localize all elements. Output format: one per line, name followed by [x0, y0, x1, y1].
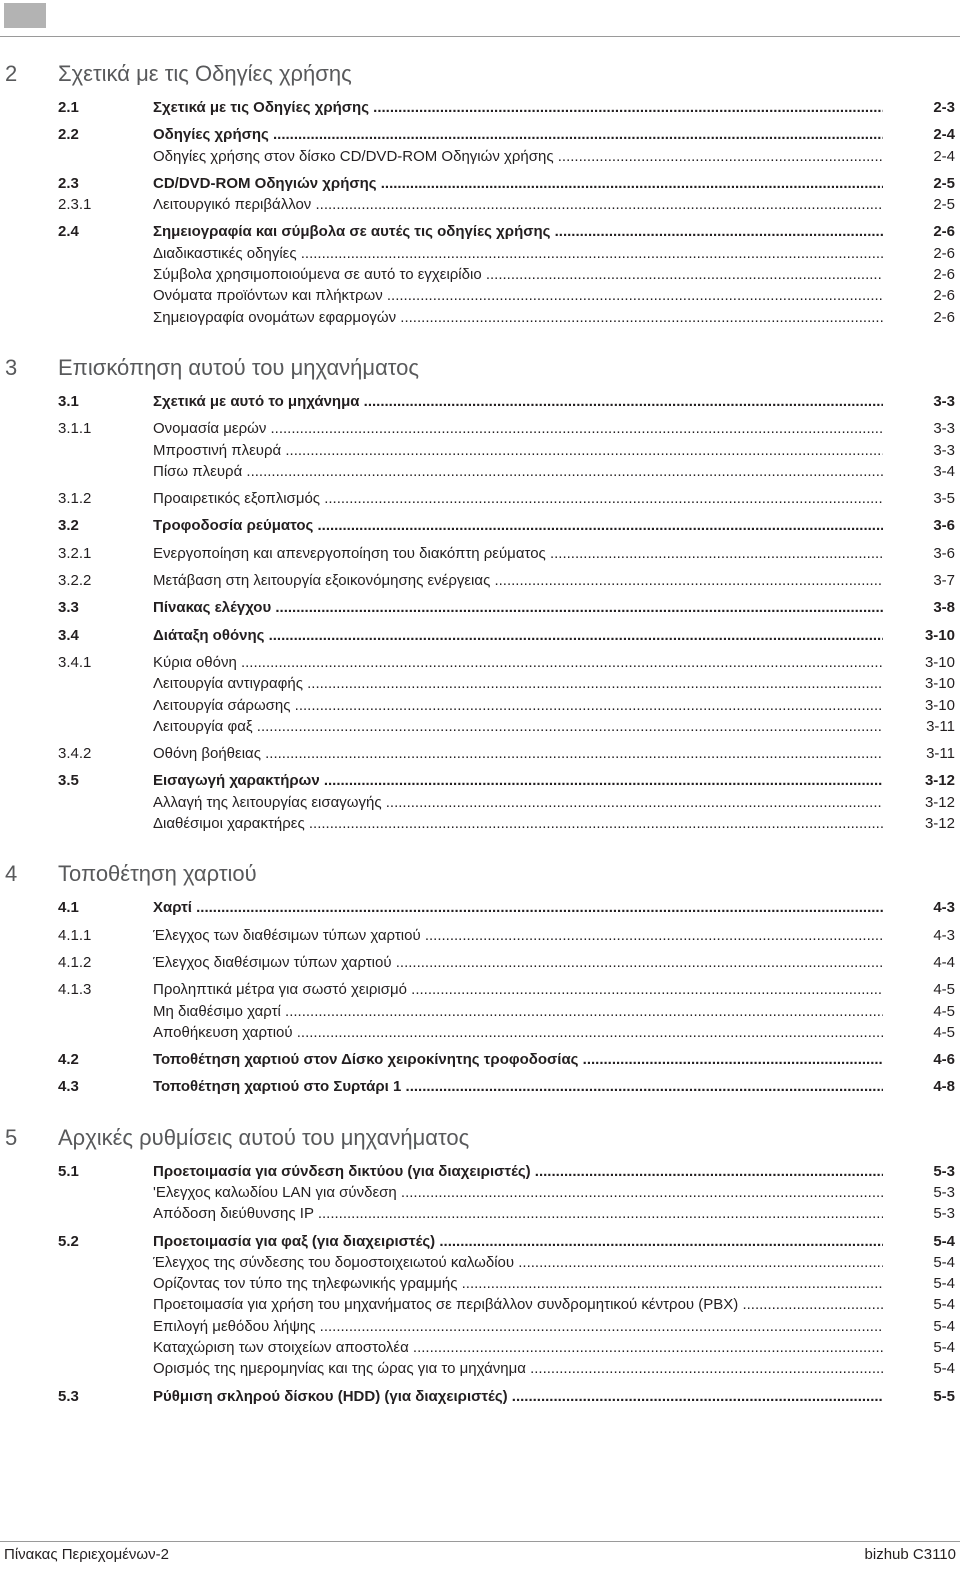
toc-entry-page: 5-3 — [883, 1182, 955, 1203]
toc-entry-label[interactable]: Πίσω πλευρά ..... — [153, 461, 884, 482]
chapter-number: 3 — [5, 354, 18, 380]
toc-group — [0, 124, 960, 167]
toc-group — [0, 1076, 960, 1097]
toc-entry-page: 3-3 — [883, 418, 955, 439]
toc-entry-label[interactable]: Επιλογή μεθόδου λήψης ..... — [153, 1316, 884, 1337]
toc-group — [0, 543, 960, 564]
toc-entry-label[interactable]: Χαρτί ..... — [153, 897, 884, 918]
footer-product-name: bizhub C3110 — [864, 1546, 956, 1563]
toc-entry[interactable] — [0, 461, 960, 482]
toc-entry-page: 4-5 — [883, 1022, 955, 1043]
toc-entry[interactable] — [0, 146, 960, 167]
toc-entry-label[interactable]: Οδηγίες χρήσης στον δίσκο CD/DVD-ROM Οδηγιών χρήσης ..... — [153, 146, 884, 167]
toc-entry-label[interactable]: Πίνακας ελέγχου ..... — [153, 597, 884, 618]
toc-entry[interactable] — [0, 1022, 960, 1043]
footer-page-label: Πίνακας Περιεχομένων-2 — [4, 1546, 169, 1563]
toc-entry-label[interactable]: Σημειογραφία και σύμβολα σε αυτές τις οδηγίες χρήσης ..... — [153, 221, 884, 242]
chapter-number: 4 — [5, 861, 18, 887]
toc-entry-number: 4.1.1 — [58, 926, 92, 944]
toc-group — [0, 1386, 960, 1407]
toc-entry-number: 5.1 — [58, 1162, 79, 1180]
chapter-heading — [0, 858, 960, 892]
toc-entry-number: 3.3 — [58, 599, 79, 617]
toc-entry[interactable] — [0, 97, 960, 118]
toc-entry-label[interactable]: Λειτουργία αντιγραφής ..... — [153, 673, 884, 694]
toc-entry-label[interactable]: Προετοιμασία για φαξ (για διαχειριστές) ..... — [153, 1231, 884, 1252]
header-tab — [4, 3, 46, 28]
chapter-title[interactable]: Σχετικά με τις Οδηγίες χρήσης — [58, 61, 352, 86]
toc-entry[interactable] — [0, 221, 960, 242]
toc-entry-page: 3-10 — [883, 625, 955, 646]
toc-entry-page: 3-7 — [883, 570, 955, 591]
toc-entry-label[interactable]: Τοποθέτηση χαρτιού στο Συρτάρι 1 ..... — [153, 1076, 884, 1097]
toc-entry-label[interactable]: CD/DVD-ROM Οδηγιών χρήσης ..... — [153, 173, 884, 194]
toc-group — [0, 979, 960, 1043]
toc-entry-number: 2.3.1 — [58, 196, 92, 214]
chapter-heading — [0, 58, 960, 92]
toc-entry-page: 3-4 — [883, 461, 955, 482]
toc-entry-label[interactable]: Ονομασία μερών ..... — [153, 418, 884, 439]
toc-group — [0, 770, 960, 834]
toc-entry-page: 2-5 — [883, 194, 955, 215]
footer-rule — [0, 1541, 960, 1542]
toc-entry[interactable] — [0, 813, 960, 834]
toc-entry[interactable] — [0, 652, 960, 673]
toc-entry-label[interactable]: Σημειογραφία ονομάτων εφαρμογών ..... — [153, 307, 884, 328]
toc-entry[interactable] — [0, 1252, 960, 1273]
toc-group — [0, 97, 960, 118]
toc-entry-page: 2-6 — [883, 264, 955, 285]
toc-entry-page: 5-4 — [883, 1294, 955, 1315]
toc-entry-page: 2-5 — [883, 173, 955, 194]
toc-entry-label[interactable]: Αποθήκευση χαρτιού ..... — [153, 1022, 884, 1043]
toc-entry-number: 3.4.2 — [58, 745, 92, 763]
toc-entry-label[interactable]: Ρύθμιση σκληρού δίσκου (HDD) (για διαχειριστές) ..... — [153, 1386, 884, 1407]
toc-entry-page: 2-3 — [883, 97, 955, 118]
toc-group — [0, 743, 960, 764]
toc-entry-label[interactable]: Απόδοση διεύθυνσης IP ..... — [153, 1203, 884, 1224]
toc-group — [0, 897, 960, 918]
toc-entry[interactable] — [0, 307, 960, 328]
toc-group — [0, 652, 960, 737]
toc-entry-label[interactable]: Λειτουργία φαξ ..... — [153, 716, 884, 737]
toc-entry[interactable] — [0, 543, 960, 564]
toc-entry-page: 3-11 — [883, 716, 955, 737]
toc-entry-label[interactable]: Προετοιμασία για χρήση του μηχανήματος σε περιβάλλον συνδρομητικού κέντρου (PBX) ..... — [153, 1294, 884, 1315]
toc-entry-label[interactable]: Μη διαθέσιμο χαρτί ..... — [153, 1001, 884, 1022]
header-rule — [0, 36, 960, 37]
toc-entry[interactable] — [0, 1076, 960, 1097]
toc-entry[interactable] — [0, 440, 960, 461]
toc-entry-page: 5-4 — [883, 1252, 955, 1273]
toc-entry[interactable] — [0, 897, 960, 918]
toc-entry-number: 5.2 — [58, 1232, 79, 1250]
table-of-contents — [0, 58, 960, 1431]
toc-group — [0, 391, 960, 412]
toc-entry-page: 5-4 — [883, 1273, 955, 1294]
toc-entry-label[interactable]: Έλεγχος της σύνδεσης του δομοστοιχειωτού καλωδίου ..... — [153, 1252, 884, 1273]
toc-entry-page: 3-12 — [883, 770, 955, 791]
toc-entry[interactable] — [0, 1161, 960, 1182]
toc-group — [0, 625, 960, 646]
toc-entry-page: 3-3 — [883, 440, 955, 461]
toc-entry-page: 2-6 — [883, 243, 955, 264]
toc-entry[interactable] — [0, 391, 960, 412]
toc-entry-number: 5.3 — [58, 1387, 79, 1405]
toc-entry-page: 3-10 — [883, 673, 955, 694]
toc-entry-label[interactable]: Ορίζοντας τον τύπο της τηλεφωνικής γραμμής ..... — [153, 1273, 884, 1294]
toc-entry-page: 2-4 — [883, 124, 955, 145]
toc-entry-number: 4.1.2 — [58, 953, 92, 971]
toc-entry-label[interactable]: Σύμβολα χρησιμοποιούμενα σε αυτό το εγχειρίδιο ..... — [153, 264, 884, 285]
toc-entry-label[interactable]: Σχετικά με αυτό το μηχάνημα ..... — [153, 391, 884, 412]
toc-entry-page: 3-11 — [883, 743, 955, 764]
toc-group — [0, 173, 960, 216]
toc-entry-label[interactable]: Προληπτικά μέτρα για σωστό χειρισμό ..... — [153, 979, 884, 1000]
toc-entry[interactable] — [0, 597, 960, 618]
toc-entry-number: 3.2.1 — [58, 544, 92, 562]
toc-entry-page: 2-6 — [883, 285, 955, 306]
chapter-heading — [0, 1122, 960, 1156]
chapter-title[interactable]: Αρχικές ρυθμίσεις αυτού του μηχανήματος — [58, 1124, 470, 1150]
toc-entry-label[interactable]: Λειτουργικό περιβάλλον ..... — [153, 194, 884, 215]
toc-entry-number: 3.2 — [58, 517, 79, 535]
toc-entry-number: 3.1 — [58, 392, 79, 410]
toc-entry-label[interactable]: Έλεγχος των διαθέσιμων τύπων χαρτιού ..... — [153, 925, 884, 946]
toc-entry-page: 4-5 — [883, 1001, 955, 1022]
toc-entry-number: 3.4.1 — [58, 653, 92, 671]
toc-entry[interactable] — [0, 173, 960, 194]
toc-entry[interactable] — [0, 1273, 960, 1294]
toc-entry[interactable] — [0, 673, 960, 694]
toc-entry[interactable] — [0, 925, 960, 946]
toc-entry-label[interactable]: Λειτουργία σάρωσης ..... — [153, 695, 884, 716]
toc-entry[interactable] — [0, 1386, 960, 1407]
toc-entry[interactable] — [0, 1182, 960, 1203]
toc-entry-label[interactable]: Καταχώριση των στοιχείων αποστολέα ..... — [153, 1337, 884, 1358]
toc-entry-number: 3.1.2 — [58, 490, 92, 508]
toc-entry-label[interactable]: Μπροστινή πλευρά ..... — [153, 440, 884, 461]
toc-entry-page: 5-4 — [883, 1337, 955, 1358]
toc-entry-page: 2-6 — [883, 307, 955, 328]
toc-group — [0, 925, 960, 946]
toc-entry-page: 3-8 — [883, 597, 955, 618]
toc-entry-number: 4.1 — [58, 899, 79, 917]
toc-entry-page: 3-12 — [883, 792, 955, 813]
toc-entry[interactable] — [0, 515, 960, 536]
toc-entry-number: 2.1 — [58, 99, 79, 116]
toc-entry[interactable] — [0, 570, 960, 591]
toc-entry[interactable] — [0, 1203, 960, 1224]
toc-entry-number: 3.4 — [58, 626, 79, 644]
toc-entry-label[interactable]: Ονόματα προϊόντων και πλήκτρων ..... — [153, 285, 884, 306]
toc-entry-label[interactable]: Διάταξη οθόνης ..... — [153, 625, 884, 646]
toc-entry-number: 4.3 — [58, 1078, 79, 1096]
toc-entry[interactable] — [0, 194, 960, 215]
toc-group — [0, 1161, 960, 1225]
toc-entry-label[interactable]: Σχετικά με τις Οδηγίες χρήσης ..... — [153, 97, 884, 118]
toc-entry-page: 4-3 — [883, 897, 955, 918]
toc-entry-page: 4-5 — [883, 979, 955, 1000]
toc-entry-page: 3-12 — [883, 813, 955, 834]
toc-entry[interactable] — [0, 952, 960, 973]
toc-entry-page: 5-3 — [883, 1161, 955, 1182]
toc-entry-page: 5-4 — [883, 1316, 955, 1337]
toc-entry-page: 2-4 — [883, 146, 955, 167]
toc-entry-number: 2.4 — [58, 223, 79, 241]
toc-group — [0, 488, 960, 509]
toc-entry-number: 3.1.1 — [58, 420, 92, 438]
toc-entry[interactable] — [0, 1316, 960, 1337]
toc-entry-page: 5-4 — [883, 1358, 955, 1379]
toc-group — [0, 418, 960, 482]
toc-entry[interactable] — [0, 625, 960, 646]
toc-entry-page: 3-3 — [883, 391, 955, 412]
toc-entry[interactable] — [0, 979, 960, 1000]
toc-entry-label[interactable]: Ορισμός της ημερομηνίας και της ώρας για το μηχάνημα ..... — [153, 1358, 884, 1379]
toc-group — [0, 570, 960, 591]
toc-entry-label[interactable]: Οδηγίες χρήσης ..... — [153, 124, 884, 145]
toc-entry[interactable] — [0, 770, 960, 791]
toc-entry-page: 3-6 — [883, 515, 955, 536]
toc-entry[interactable] — [0, 1358, 960, 1379]
toc-entry[interactable] — [0, 418, 960, 439]
toc-entry[interactable] — [0, 1294, 960, 1315]
toc-entry-label[interactable]: Κύρια οθόνη ..... — [153, 652, 884, 673]
toc-entry[interactable] — [0, 1231, 960, 1252]
toc-entry-page: 2-6 — [883, 221, 955, 242]
toc-group — [0, 597, 960, 618]
toc-group — [0, 1049, 960, 1070]
toc-entry-number: 4.1.3 — [58, 981, 92, 999]
toc-entry[interactable] — [0, 243, 960, 264]
toc-entry-label[interactable]: Ενεργοποίηση και απενεργοποίηση του διακόπτη ρεύματος ..... — [153, 543, 884, 564]
toc-group — [0, 952, 960, 973]
chapter-title[interactable]: Επισκόπηση αυτού του μηχανήματος — [58, 354, 420, 380]
toc-entry[interactable] — [0, 695, 960, 716]
toc-entry-page: 3-5 — [883, 488, 955, 509]
toc-entry-number: 2.2 — [58, 126, 79, 144]
toc-entry-label[interactable]: Οθόνη βοήθειας ..... — [153, 743, 884, 764]
toc-entry-label[interactable]: 'Ελεγχος καλωδίου LAN για σύνδεση ..... — [153, 1182, 884, 1203]
toc-entry-label[interactable]: Έλεγχος διαθέσιμων τύπων χαρτιού ..... — [153, 952, 884, 973]
toc-entry-page: 3-6 — [883, 543, 955, 564]
toc-entry-page: 4-6 — [883, 1049, 955, 1070]
toc-entry[interactable] — [0, 743, 960, 764]
chapter-heading — [0, 352, 960, 386]
toc-entry[interactable] — [0, 264, 960, 285]
toc-group — [0, 221, 960, 327]
toc-entry-page: 4-4 — [883, 952, 955, 973]
toc-entry-page: 3-10 — [883, 695, 955, 716]
toc-entry-number: 3.5 — [58, 772, 79, 790]
toc-entry[interactable] — [0, 488, 960, 509]
toc-entry-label[interactable]: Μετάβαση στη λειτουργία εξοικονόμησης ενέργειας ..... — [153, 570, 884, 591]
toc-entry-label[interactable]: Αλλαγή της λειτουργίας εισαγωγής ..... — [153, 792, 884, 813]
toc-entry-page: 3-10 — [883, 652, 955, 673]
toc-entry[interactable] — [0, 1337, 960, 1358]
chapter-title[interactable]: Τοποθέτηση χαρτιού — [58, 861, 257, 887]
toc-entry[interactable] — [0, 1001, 960, 1022]
toc-entry-page: 5-5 — [883, 1386, 955, 1407]
toc-entry-label[interactable]: Διαδικαστικές οδηγίες ..... — [153, 243, 884, 264]
toc-entry[interactable] — [0, 716, 960, 737]
toc-entry-number: 4.2 — [58, 1051, 79, 1069]
toc-entry-label[interactable]: Εισαγωγή χαρακτήρων ..... — [153, 770, 884, 791]
chapter-number: 2 — [5, 61, 18, 86]
toc-entry-number: 2.3 — [58, 174, 79, 192]
toc-entry[interactable] — [0, 1049, 960, 1070]
toc-entry-label[interactable]: Διαθέσιμοι χαρακτήρες ..... — [153, 813, 884, 834]
toc-entry-label[interactable]: Προετοιμασία για σύνδεση δικτύου (για διαχειριστές) ..... — [153, 1161, 884, 1182]
toc-entry-label[interactable]: Τροφοδοσία ρεύματος ..... — [153, 515, 884, 536]
toc-entry[interactable] — [0, 285, 960, 306]
toc-entry-page: 5-3 — [883, 1203, 955, 1224]
toc-entry-page: 5-4 — [883, 1231, 955, 1252]
toc-entry[interactable] — [0, 792, 960, 813]
toc-group — [0, 1231, 960, 1380]
toc-group — [0, 515, 960, 536]
chapter-number: 5 — [5, 1124, 18, 1150]
toc-entry-label[interactable]: Προαιρετικός εξοπλισμός ..... — [153, 488, 884, 509]
toc-entry-page: 4-8 — [883, 1076, 955, 1097]
toc-entry[interactable] — [0, 124, 960, 145]
toc-entry-page: 4-3 — [883, 925, 955, 946]
toc-entry-label[interactable]: Τοποθέτηση χαρτιού στον Δίσκο χειροκίνητης τροφοδοσίας ..... — [153, 1049, 884, 1070]
toc-entry-number: 3.2.2 — [58, 572, 92, 590]
